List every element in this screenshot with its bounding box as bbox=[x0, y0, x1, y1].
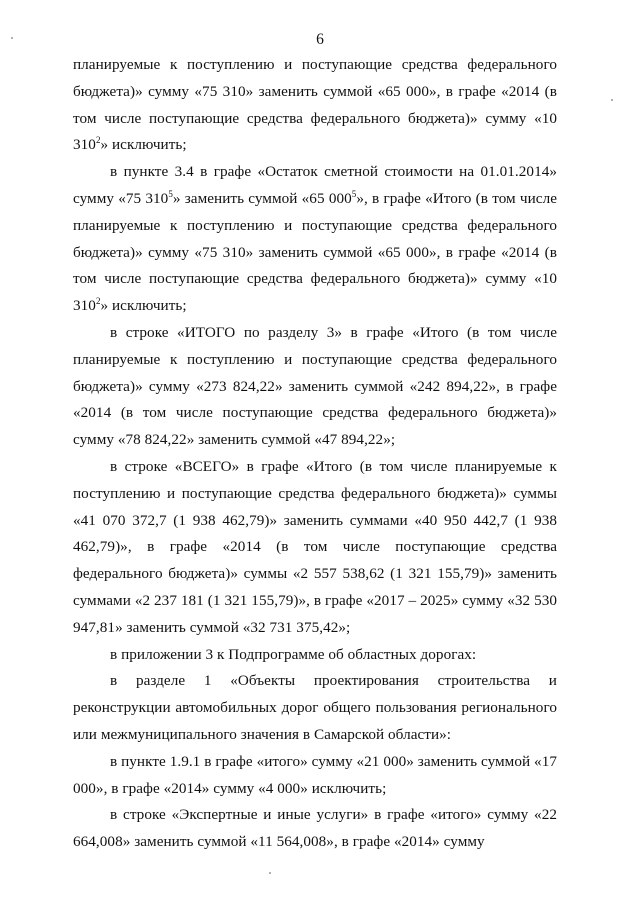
paragraph-text: в строке «Экспертные и иные услуги» в графе «итого» сумму «22 664,008» заменить суммой «11 564,008», в графе «2014» сумму bbox=[73, 806, 557, 851]
page-number: 6 bbox=[316, 31, 324, 48]
paragraph-text: » исключить; bbox=[100, 136, 187, 154]
scan-speck bbox=[11, 37, 13, 39]
paragraph bbox=[73, 749, 557, 803]
footnote-mark: 5 bbox=[351, 188, 357, 199]
footnote-mark: 2 bbox=[95, 135, 101, 146]
scan-speck bbox=[611, 99, 613, 101]
paragraph-text: в пункте 3.4 в графе «Остаток сметной стоимости на 01.01.2014» сумму «75 310 bbox=[73, 163, 557, 207]
paragraph bbox=[73, 802, 557, 856]
paragraph-text: » заменить суммой «65 000 bbox=[172, 189, 352, 207]
paragraph-text: планируемые к поступлению и поступающие средства федерального бюджета)» сумму «75 310» заменить суммой «65 000», в графе «2014 (в том числе поступающие средства федерального бюджета)» сумму «10 310 bbox=[73, 56, 557, 154]
paragraph bbox=[73, 159, 557, 320]
paragraph-text: в разделе 1 «Объекты проектирования строительства и реконструкции автомобильных дорог общего пользования регионального или межмуниципального значения в Самарской области»: bbox=[73, 672, 557, 743]
footnote-mark: 2 bbox=[95, 296, 101, 307]
paragraph-text: в строке «ВСЕГО» в графе «Итого (в том числе планируемые к поступлению и поступающие средства федерального бюджета)» суммы «41 070 372,7 (1 938 462,79)» заменить суммами «40 950 442,7 (1 938 462,79)», в графе «2014 (в том числе поступающие средства федерального бюджета)» суммы «2 557 538,62 (1 321 155,79)» заменить суммами «2 237 181 (1 321 155,79)», в графе «2017 – 2025» сумму «32 530 947,81» заменить суммой «32 731 375,42»; bbox=[73, 457, 557, 636]
scan-speck bbox=[269, 872, 271, 874]
paragraph-text: », в графе «Итого (в том числе планируемые к поступлению и поступающие средства федерального бюджета)» сумму «75 310» заменить суммой «65 000», в графе «2014 (в том числе поступающие средства федерального бюджета)» сумму «10 310 bbox=[73, 189, 558, 315]
paragraph bbox=[73, 668, 557, 748]
document-body bbox=[73, 52, 557, 856]
paragraph-text: в пункте 1.9.1 в графе «итого» сумму «21 000» заменить суммой «17 000», в графе «2014» сумму «4 000» исключить; bbox=[73, 752, 557, 797]
paragraph bbox=[73, 454, 557, 642]
paragraph bbox=[73, 320, 557, 454]
paragraph-text: » исключить; bbox=[100, 297, 187, 315]
paragraph bbox=[73, 52, 557, 159]
paragraph bbox=[73, 642, 557, 669]
paragraph-text: в строке «ИТОГО по разделу 3» в графе «Итого (в том числе планируемые к поступлению и поступающие средства федерального бюджета)» сумму «273 824,22» заменить суммой «242 894,22», в графе «2014 (в том числе поступающие средства федерального бюджета)» сумму «78 824,22» заменить суммой «47 894,22»; bbox=[73, 323, 557, 449]
paragraph-text: в приложении 3 к Подпрограмме об областных дорогах: bbox=[110, 645, 477, 663]
footnote-mark: 5 bbox=[168, 188, 173, 199]
